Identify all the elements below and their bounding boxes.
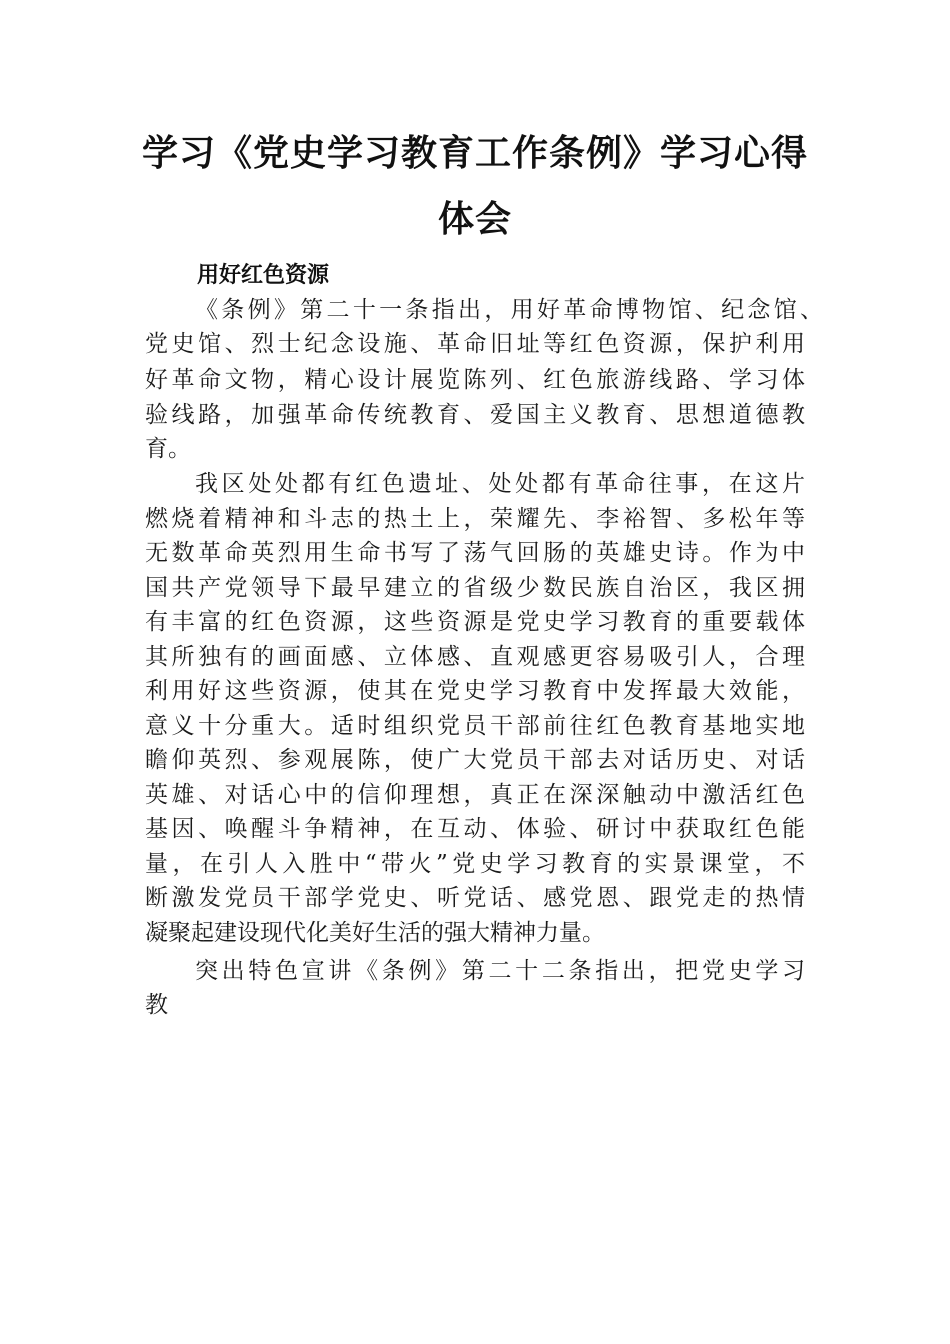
document-title-line-2: 体会 <box>437 198 512 240</box>
paragraph-2-line: 意义十分重大。适时组织党员干部前往红色教育基地实地 <box>145 713 805 739</box>
paragraph-1-line: 好革命文物，精心设计展览陈列、红色旅游线路、学习体 <box>145 367 805 393</box>
paragraph-2-line: 断激发党员干部学党史、听党话、感党恩、跟党走的热情 <box>145 885 805 911</box>
paragraph-3-line: 突出特色宣讲《条例》第二十二条指出，把党史学习 <box>195 958 805 984</box>
paragraph-2-line: 无数革命英烈用生命书写了荡气回肠的英雄史诗。作为中 <box>145 540 805 566</box>
paragraph-2-line: 凝聚起建设现代化美好生活的强大精神力量。 <box>145 920 605 946</box>
paragraph-3-line: 教 <box>145 992 168 1018</box>
paragraph-2-line: 量，在引人入胜中“带火”党史学习教育的实景课堂，不 <box>145 851 805 877</box>
paragraph-2-line: 燃烧着精神和斗志的热土上，荣耀先、李裕智、多松年等 <box>145 506 805 532</box>
paragraph-2-line: 我区处处都有红色遗址、处处都有革命往事，在这片 <box>195 471 805 497</box>
paragraph-2-line: 其所独有的画面感、立体感、直观感更容易吸引人，合理 <box>145 644 805 670</box>
paragraph-2-line: 利用好这些资源，使其在党史学习教育中发挥最大效能， <box>145 678 805 704</box>
paragraph-1-line: 育。 <box>145 436 191 462</box>
paragraph-1-line: 党史馆、烈士纪念设施、革命旧址等红色资源，保护利用 <box>145 331 805 357</box>
section-heading: 用好红色资源 <box>197 263 330 288</box>
paragraph-2-line: 瞻仰英烈、参观展陈，使广大党员干部去对话历史、对话 <box>145 747 805 773</box>
paragraph-2-line: 国共产党领导下最早建立的省级少数民族自治区，我区拥 <box>145 575 805 601</box>
paragraph-1-line: 《条例》第二十一条指出，用好革命博物馆、纪念馆、 <box>195 297 823 323</box>
paragraph-1-line: 验线路，加强革命传统教育、爱国主义教育、思想道德教 <box>145 402 805 428</box>
paragraph-2-line: 有丰富的红色资源，这些资源是党史学习教育的重要载体 <box>145 609 805 635</box>
paragraph-2-line: 英雄、对话心中的信仰理想，真正在深深触动中激活红色 <box>145 782 805 808</box>
document-title-line-1: 学习《党史学习教育工作条例》学习心得 <box>141 132 808 174</box>
paragraph-2-line: 基因、唤醒斗争精神，在互动、体验、研讨中获取红色能 <box>145 816 805 842</box>
